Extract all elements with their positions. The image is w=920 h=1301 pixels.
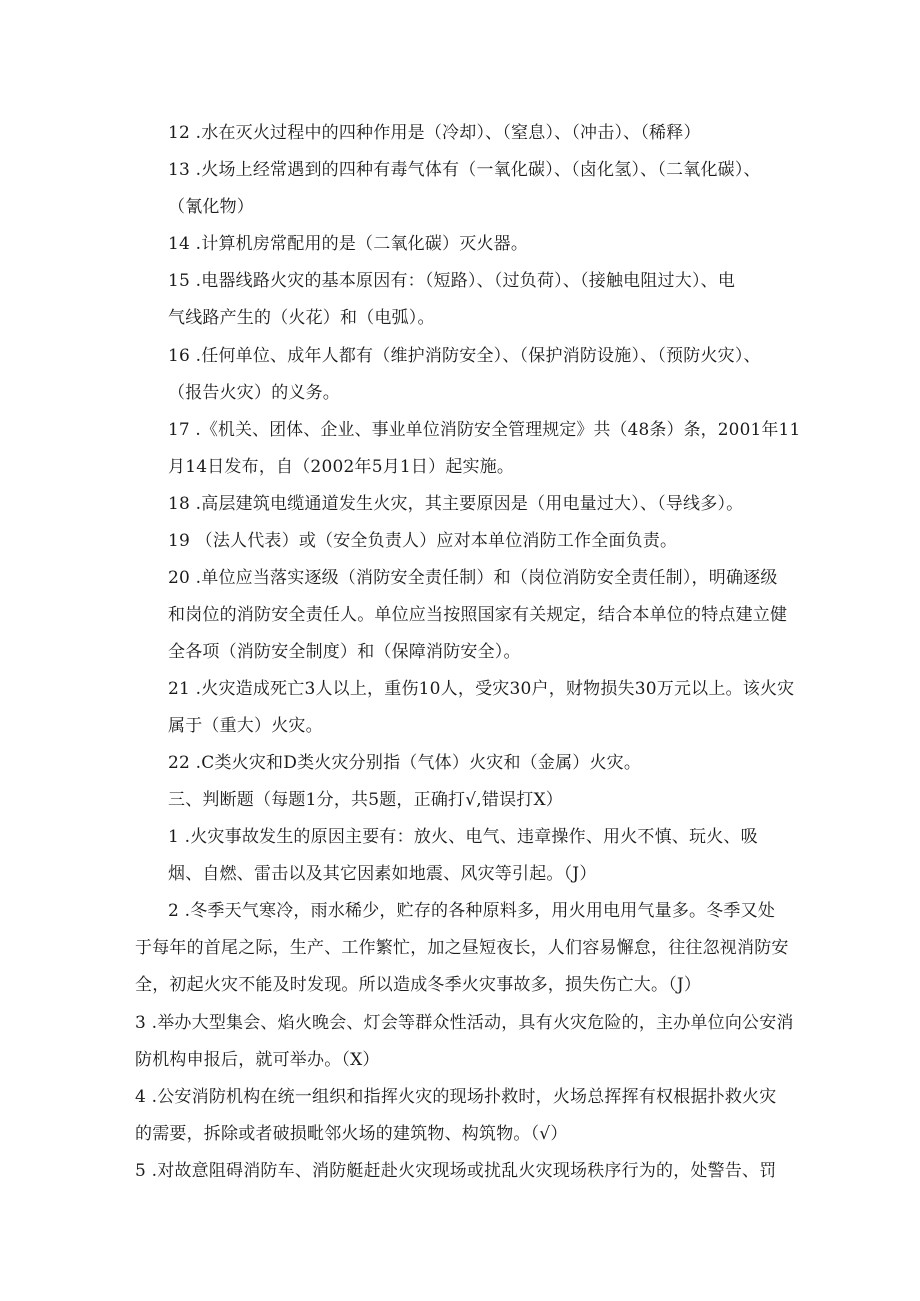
text-line: 19 （法人代表）或（安全负责人）应对本单位消防工作全面负责。 bbox=[168, 531, 678, 551]
text-line: （氰化物） bbox=[168, 197, 254, 217]
text-line: 2 .冬季天气寒冷，雨水稀少，贮存的各种原料多，用火用电用气量多。冬季又处 bbox=[168, 901, 776, 921]
section-heading: 三、判断题（每题1分，共5题，正确打√,错误打X） bbox=[168, 790, 563, 810]
text-line: 月14日发布，自（2002年5月1日）起实施。 bbox=[168, 457, 515, 477]
text-line: （报告火灾）的义务。 bbox=[168, 383, 340, 403]
text-line: 防机构申报后，就可举办。（X） bbox=[135, 1050, 380, 1070]
text-line: 烟、自燃、雷击以及其它因素如地震、风灾等引起。（J） bbox=[168, 864, 597, 884]
text-line: 13 .火场上经常遇到的四种有毒气体有（一氧化碳）、（卤化氢）、（二氧化碳）、 bbox=[168, 160, 761, 180]
text-line: 20 .单位应当落实逐级（消防安全责任制）和（岗位消防安全责任制），明确逐级 bbox=[168, 568, 778, 588]
text-line: 3 .举办大型集会、焰火晚会、灯会等群众性活动，具有火灾危险的，主办单位向公安消 bbox=[135, 1013, 794, 1033]
text-line: 属于（重大）火灾。 bbox=[168, 716, 323, 736]
text-line: 的需要，拆除或者破损毗邻火场的建筑物、构筑物。（√） bbox=[135, 1124, 568, 1144]
text-line: 全各项（消防安全制度）和（保障消防安全）。 bbox=[168, 642, 521, 662]
text-line: 17 .《机关、团体、企业、事业单位消防安全管理规定》共（48条）条，2001年11 bbox=[168, 420, 801, 440]
text-line: 和岗位的消防安全责任人。单位应当按照国家有关规定，结合本单位的特点建立健 bbox=[168, 605, 788, 625]
text-line: 15 .电器线路火灾的基本原因有：（短路）、（过负荷）、（接触电阻过大）、电 bbox=[168, 271, 736, 291]
text-line: 5 .对故意阻碍消防车、消防艇赶赴火灾现场或扰乱火灾现场秩序行为的，处警告、罚 bbox=[135, 1161, 777, 1181]
text-line: 全，初起火灾不能及时发现。所以造成冬季火灾事故多，损失伤亡大。（J） bbox=[135, 975, 702, 995]
text-line: 22 .C类火灾和D类火灾分别指（气体）火灾和（金属）火灾。 bbox=[168, 753, 642, 773]
text-line: 18 .高层建筑电缆通道发生火灾，其主要原因是（用电量过大）、（导线多）。 bbox=[168, 494, 744, 514]
text-line: 12 .水在灭火过程中的四种作用是（冷却）、（窒息）、（冲击）、（稀释） bbox=[168, 123, 701, 143]
text-line: 1 .火灾事故发生的原因主要有：放火、电气、违章操作、用火不慎、玩火、吸 bbox=[168, 827, 758, 847]
text-line: 于每年的首尾之际，生产、工作繁忙，加之昼短夜长，人们容易懈怠，往往忽视消防安 bbox=[135, 938, 789, 958]
text-line: 21 .火灾造成死亡3人以上，重伤10人，受灾30户，财物损失30万元以上。该火灾 bbox=[168, 679, 795, 699]
text-line: 气线路产生的（火花）和（电弧）。 bbox=[168, 308, 435, 328]
text-line: 4 .公安消防机构在统一组织和指挥火灾的现场扑救时，火场总挥挥有权根据扑救火灾 bbox=[135, 1087, 777, 1107]
text-line: 14 .计算机房常配用的是（二氧化碳）灭火器。 bbox=[168, 234, 529, 254]
text-line: 16 .任何单位、成年人都有（维护消防安全）、（保护消防设施）、（预防火灾）、 bbox=[168, 346, 761, 366]
